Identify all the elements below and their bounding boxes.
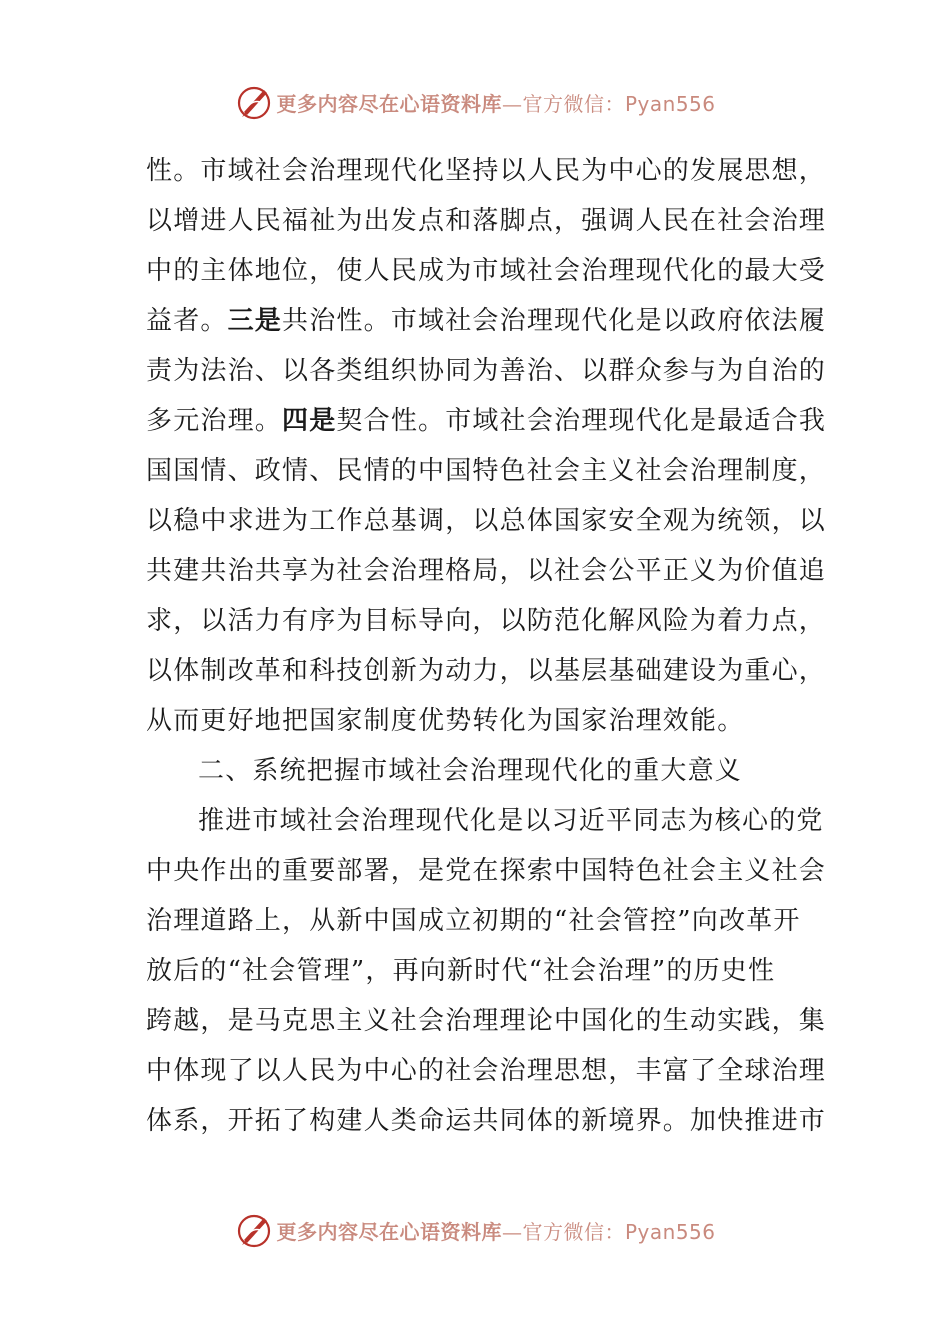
text-line: 跨越，是马克思主义社会治理理论中国化的生动实践，集 [146,1006,827,1036]
text-line: 从而更好地把国家制度优势转化为国家治理效能。 [146,706,745,736]
text-line: 国国情、政情、民情的中国特色社会主义社会治理制度， [146,456,827,486]
text-line: 中的主体地位，使人民成为市域社会治理现代化的最大受 [146,256,827,286]
text-line: 共建共治共享为社会治理格局，以社会公平正义为价值追 [146,556,827,586]
text-line: 求，以活力有序为目标导向，以防范化解风险为着力点， [146,606,827,636]
text-line: 责为法治、以各类组织协同为善治、以群众参与为自治的 [146,356,827,386]
text-line: 多元治理。四是契合性。市域社会治理现代化是最适合我 [146,406,827,436]
document-body [146,146,827,1146]
text-line: 以体制改革和科技创新为动力，以基层基础建设为重心， [146,656,827,686]
section-heading: 二、系统把握市域社会治理现代化的重大意义 [198,756,743,786]
text-line: 益者。三是共治性。市域社会治理现代化是以政府依法履 [146,306,827,336]
bold-marker: 三是 [227,306,283,336]
text-line: 放后的“社会管理”，再向新时代“社会治理”的历史性 [146,956,776,986]
banner-text: 更多内容尽在心语资料库—官方微信：Pyan556 [276,1219,716,1244]
pen-circle-logo-icon [234,82,274,122]
bold-marker: 四是 [282,406,337,436]
text-line: 体系，开拓了构建人类命运共同体的新境界。加快推进市 [146,1106,827,1136]
header-watermark-banner [0,80,950,124]
footer-watermark-banner [0,1208,950,1252]
text-line: 以增进人民福祉为出发点和落脚点，强调人民在社会治理 [146,206,827,236]
text-line: 中央作出的重要部署，是党在探索中国特色社会主义社会 [146,856,827,886]
text-line: 推进市域社会治理现代化是以习近平同志为核心的党 [198,806,824,836]
text-line: 中体现了以人民为中心的社会治理思想，丰富了全球治理 [146,1056,827,1086]
text-line: 性。市域社会治理现代化坚持以人民为中心的发展思想， [146,156,827,186]
text-line: 治理道路上，从新中国成立初期的“社会管控”向改革开 [146,906,801,936]
text-line: 以稳中求进为工作总基调，以总体国家安全观为统领，以 [146,506,827,536]
banner-text: 更多内容尽在心语资料库—官方微信：Pyan556 [276,91,716,116]
pen-circle-logo-icon [234,1210,274,1250]
